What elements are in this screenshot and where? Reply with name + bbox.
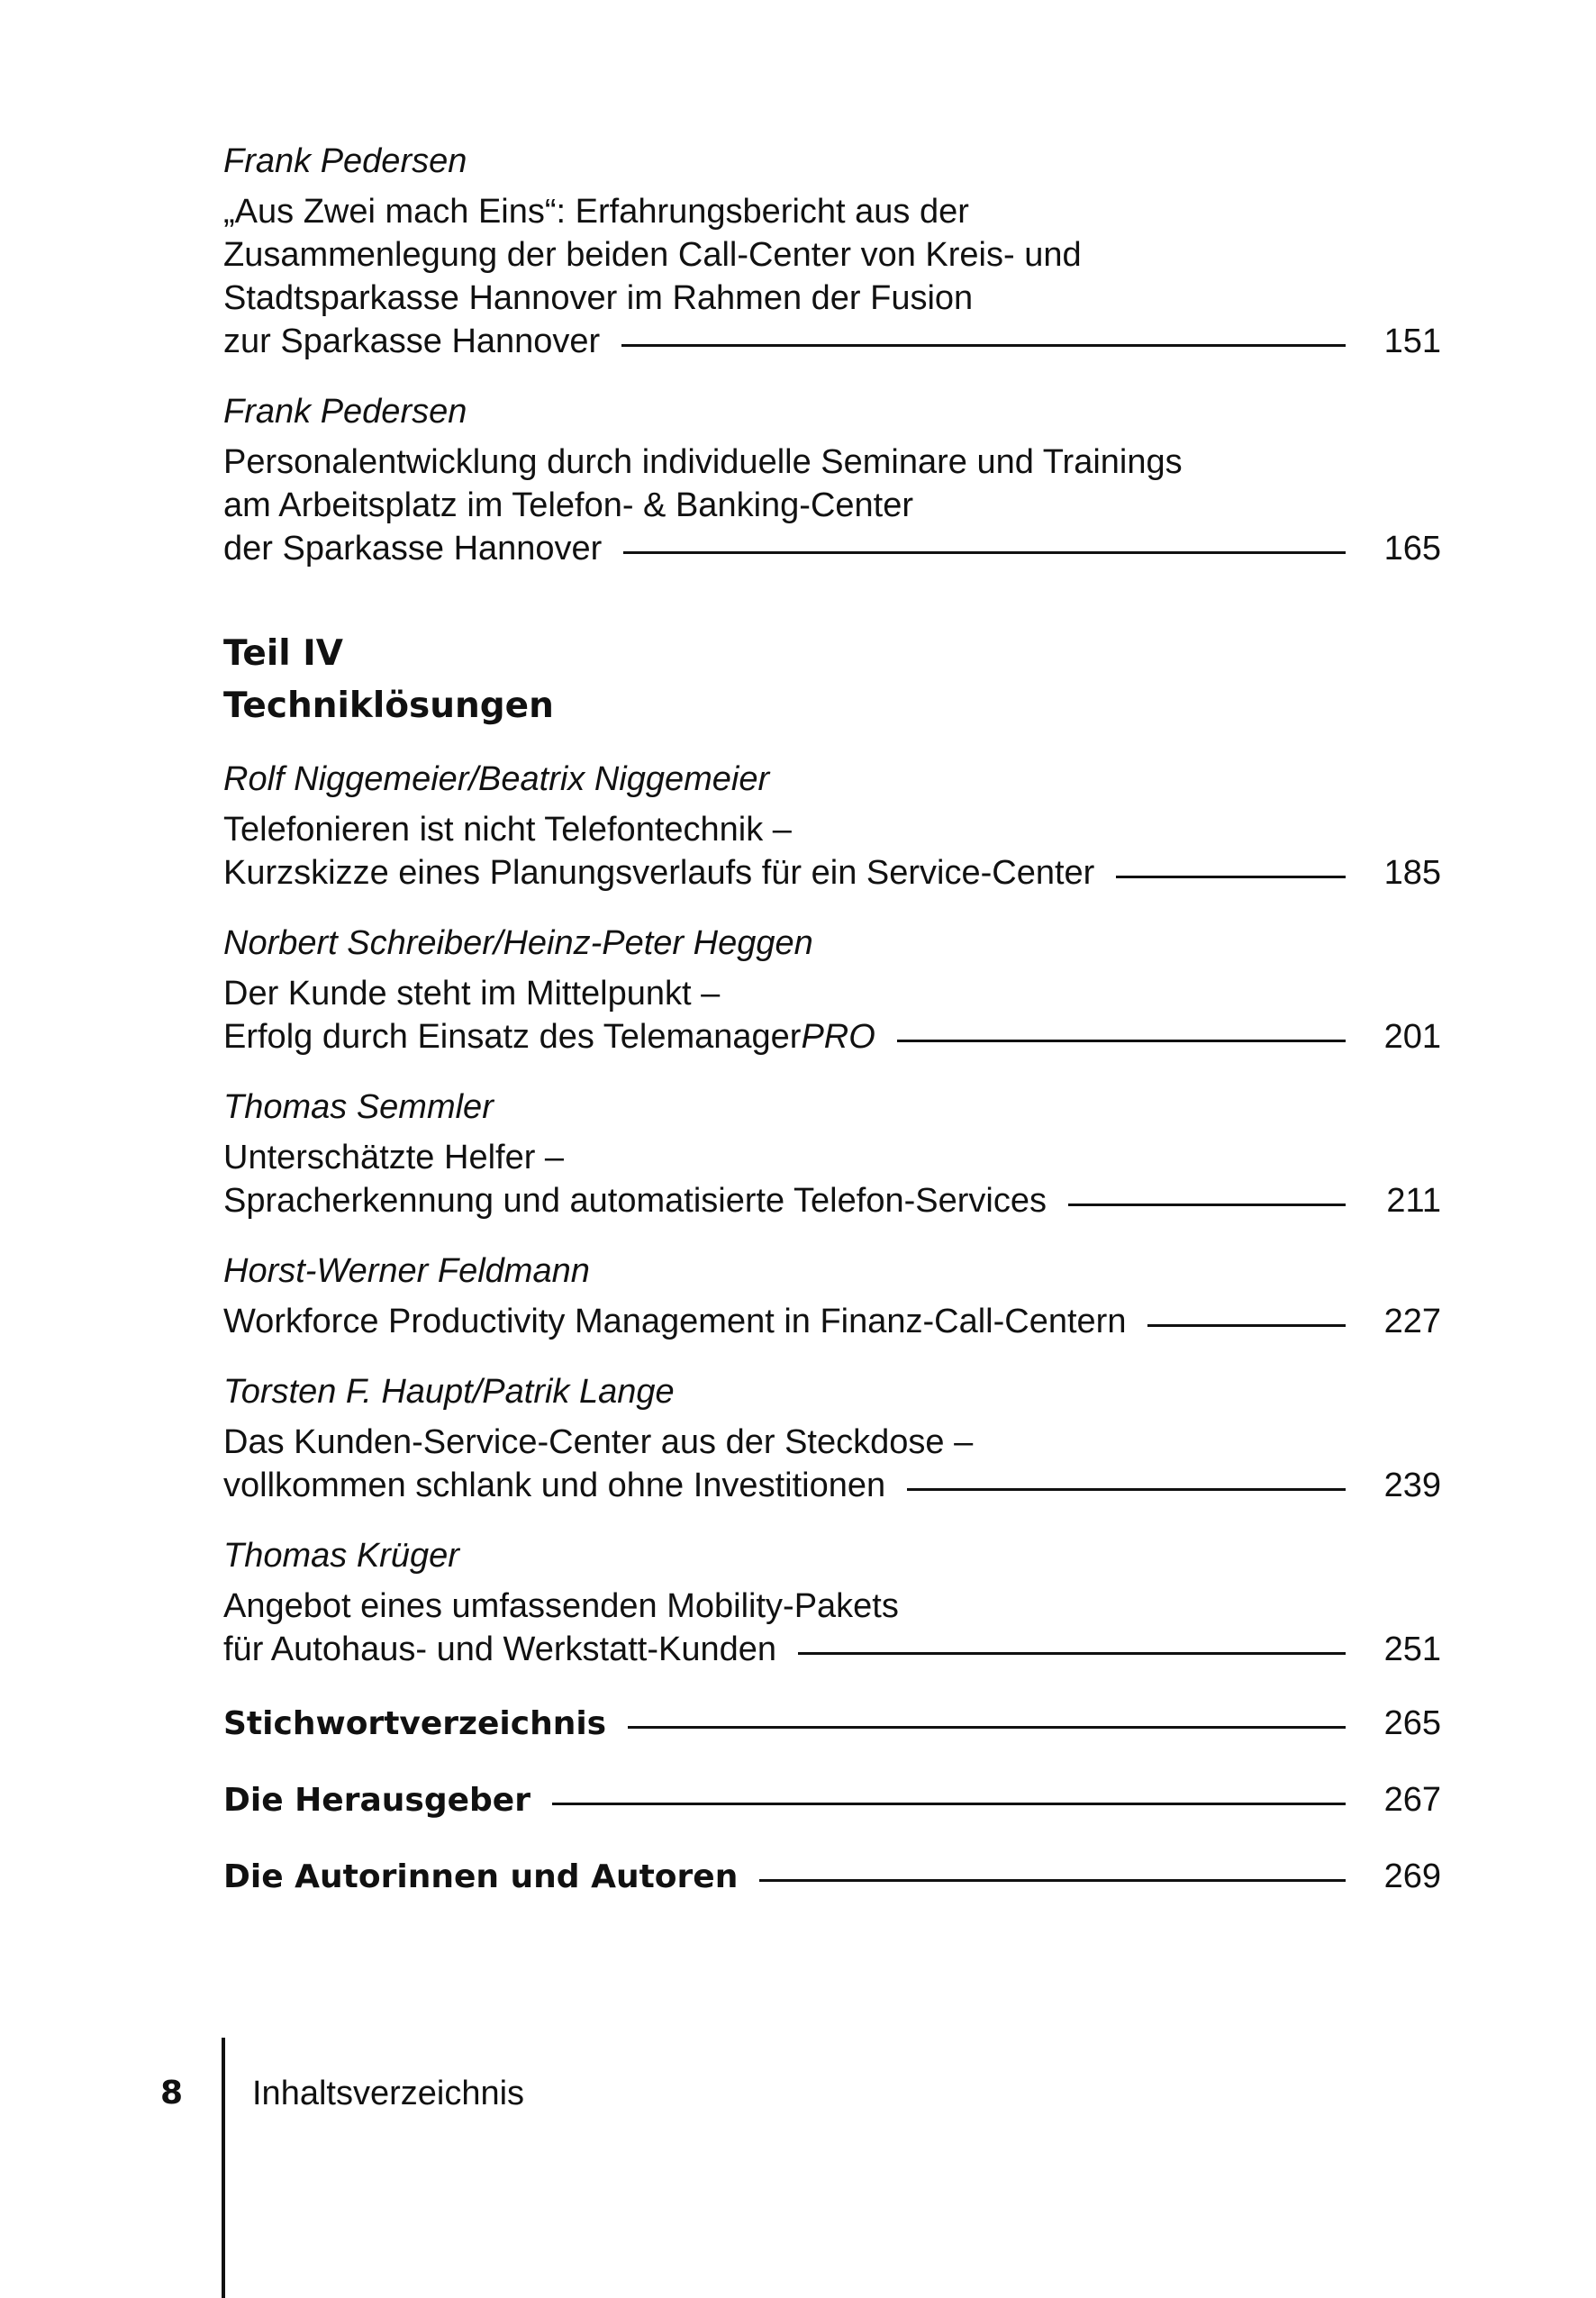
footer-page-number: 8 [160,2075,184,2112]
entry-title-line: Workforce Productivity Management in Finanz-Call-Centern [223,1303,1127,1340]
entry-title-line: „Aus Zwei mach Eins“: Erfahrungsbericht aus der [223,193,969,231]
dot-leader [798,1652,1346,1655]
entry-author: Norbert Schreiber/Heinz-Peter Heggen [223,924,813,962]
dot-leader [621,344,1346,347]
footer-vertical-rule [222,2038,225,2298]
entry-page-number: 269 [1383,1857,1441,1895]
toc-entry [223,758,1441,895]
entry-title-line: Personalentwicklung durch individuelle Seminare und Trainings [223,443,1183,481]
entry-author: Thomas Krüger [223,1537,459,1575]
entry-page-number: 211 [1386,1182,1441,1220]
toc-entry [223,1370,1441,1507]
entry-page-number: 227 [1383,1303,1441,1340]
entry-page-number: 265 [1383,1704,1441,1742]
entry-title-line: Kurzskizze eines Planungsverlaufs für ein Service-Center [223,854,1095,892]
footer-section-title: Inhaltsverzeichnis [252,2075,525,2112]
entry-title-line: Der Kunde steht im Mittelpunkt – [223,975,721,1013]
toc-content [223,140,1441,1931]
entry-title-line: für Autohaus- und Werkstatt-Kunden [223,1630,776,1668]
entry-page-number: 151 [1383,322,1441,360]
entry-last-line[interactable] [223,320,1441,363]
entry-title-line [223,1015,875,1058]
entry-author: Frank Pedersen [223,142,467,180]
entry-page-number: 165 [1383,530,1441,568]
entry-title-line: Stadtsparkasse Hannover im Rahmen der Fusion [223,279,974,317]
entry-author: Horst-Werner Feldmann [223,1252,590,1290]
entry-title-line: zur Sparkasse Hannover [223,322,601,360]
toc-entry [223,140,1441,363]
toc-entry [223,1085,1441,1222]
back-matter-title: Die Herausgeber [223,1782,530,1819]
toc-entry [223,1534,1441,1671]
entry-last-line[interactable] [223,1015,1441,1058]
entry-last-line[interactable] [223,1179,1441,1222]
toc-entry [223,922,1441,1058]
entry-title-line: der Sparkasse Hannover [223,530,603,568]
entry-title-text: Erfolg durch Einsatz des Telemanager [223,1018,802,1056]
toc-back-matter-entry[interactable] [223,1778,1441,1822]
entry-title-line: Angebot eines umfassenden Mobility-Pakets [223,1587,899,1625]
dot-leader [1116,876,1346,878]
entry-title-line: Unterschätzte Helfer – [223,1139,565,1176]
entry-title-line: am Arbeitsplatz im Telefon- & Banking-Center [223,486,913,524]
dot-leader [759,1879,1346,1882]
part-heading [223,628,1441,732]
entry-title-line: Spracherkennung und automatisierte Telefon-Services [223,1182,1047,1220]
part-label: Teil IV [223,633,343,674]
entry-title-line: Das Kunden-Service-Center aus der Steckdose – [223,1423,974,1461]
entry-page-number: 267 [1383,1781,1441,1819]
dot-leader [623,551,1346,554]
dot-leader [628,1726,1346,1729]
entry-page-number: 239 [1383,1467,1441,1504]
entry-last-line[interactable] [223,851,1441,895]
entry-page-number: 251 [1383,1630,1441,1668]
part-title: Techniklösungen [223,686,554,726]
back-matter-title: Stichwortverzeichnis [223,1705,607,1742]
entry-author: Frank Pedersen [223,393,467,431]
toc-entry [223,390,1441,570]
entry-author: Rolf Niggemeier/Beatrix Niggemeier [223,760,770,798]
toc-back-matter-entry[interactable] [223,1702,1441,1746]
dot-leader [1147,1324,1346,1327]
dot-leader [1068,1203,1346,1206]
entry-title-line: vollkommen schlank und ohne Investitionen [223,1467,886,1504]
back-matter-title: Die Autorinnen und Autoren [223,1858,739,1895]
entry-title-line: Telefonieren ist nicht Telefontechnik – [223,811,792,849]
entry-page-number: 201 [1383,1018,1441,1056]
entry-author: Thomas Semmler [223,1088,494,1126]
dot-leader [552,1803,1346,1805]
entry-author: Torsten F. Haupt/Patrik Lange [223,1373,675,1411]
entry-title-line: Zusammenlegung der beiden Call-Center von Kreis- und [223,236,1082,274]
toc-back-matter-entry[interactable] [223,1855,1441,1899]
entry-title-italic: PRO [801,1018,875,1056]
entry-last-line[interactable] [223,527,1441,570]
dot-leader [897,1040,1346,1042]
dot-leader [907,1488,1346,1491]
entry-last-line[interactable] [223,1300,1441,1343]
toc-entry [223,1249,1441,1343]
entry-last-line[interactable] [223,1628,1441,1671]
entry-last-line[interactable] [223,1464,1441,1507]
entry-page-number: 185 [1383,854,1441,892]
